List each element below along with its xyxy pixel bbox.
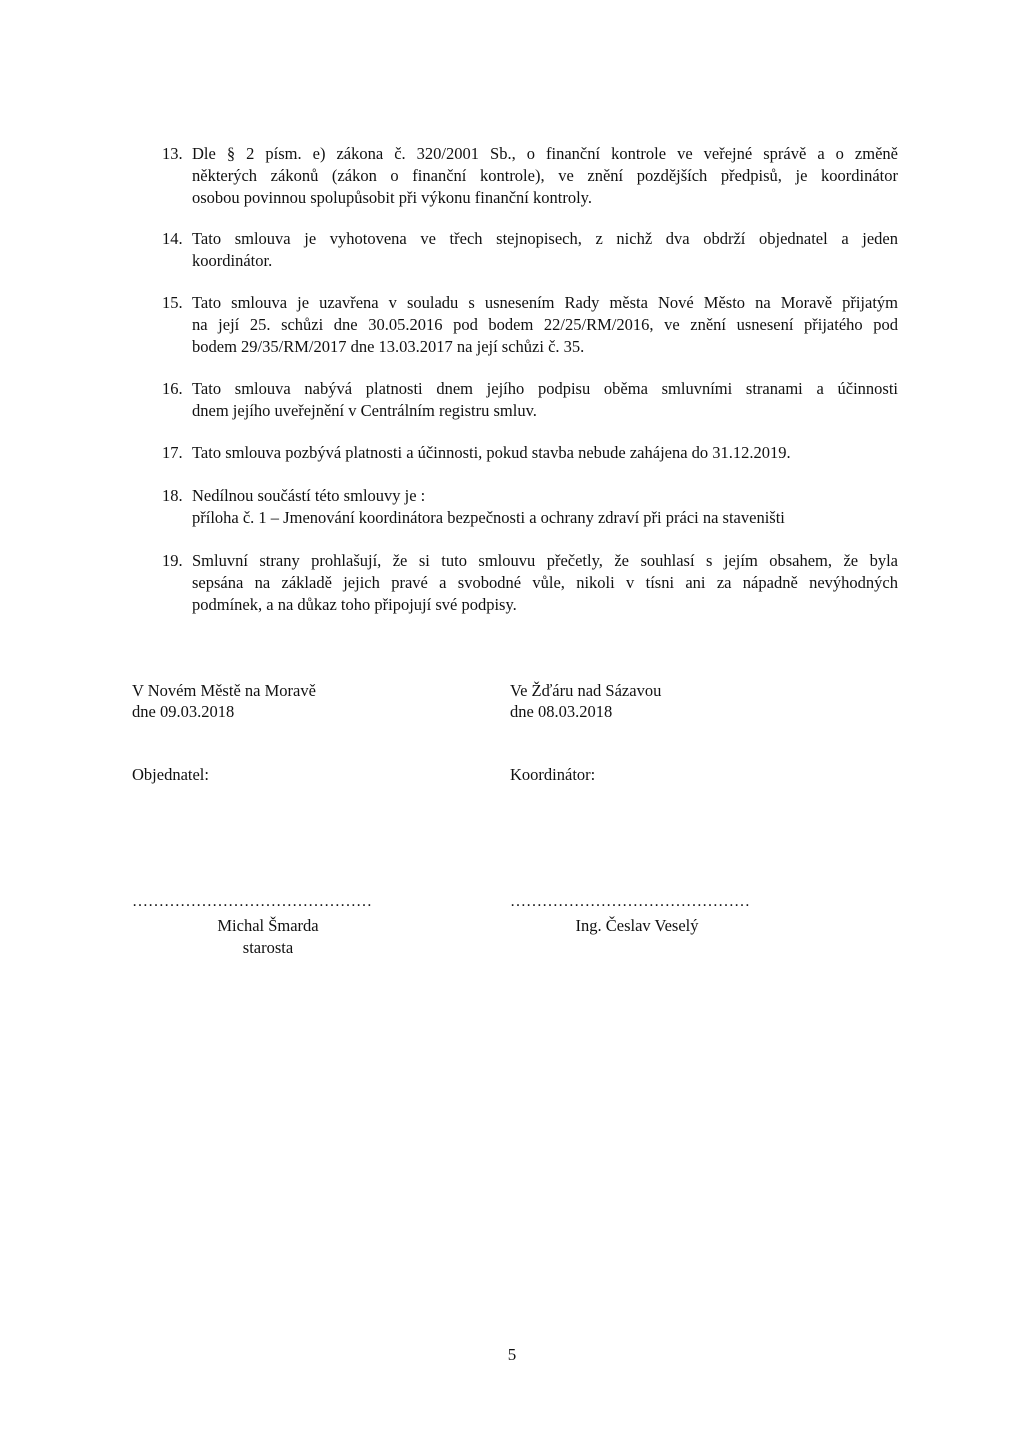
clause-line: příloha č. 1 – Jmenování koordinátora bezpečnosti a ochrany zdraví při práci na staveništi (192, 508, 785, 527)
clause-15 (162, 292, 898, 358)
clause-line: Tato smlouva pozbývá platnosti a účinnosti, pokud stavba nebude zahájena do 31.12.2019. (192, 443, 791, 462)
clause-text (192, 292, 898, 358)
clause-14 (162, 228, 898, 272)
clause-line: na její 25. schůzi dne 30.05.2016 pod bodem 22/25/RM/2016, ve znění usnesení přijatého pod (192, 315, 898, 334)
clause-line: bodem 29/35/RM/2017 dne 13.03.2017 na její schůzi č. 35. (192, 337, 585, 356)
clause-number: 17. (162, 443, 183, 462)
clause-line: Tato smlouva nabývá platnosti dnem jejího podpisu oběma smluvními stranami a účinnosti (192, 379, 898, 398)
clause-16 (162, 378, 898, 422)
clause-number: 19. (162, 551, 183, 570)
clause-line: podmínek, a na důkaz toho připojují své podpisy. (192, 595, 517, 614)
signature-left-role: Objednatel: (132, 765, 209, 784)
clause-number: 13. (162, 144, 183, 163)
clause-number: 14. (162, 229, 183, 248)
clause-text (192, 143, 898, 209)
clause-line: osobou povinnou spolupůsobit při výkonu finanční kontroly. (192, 188, 592, 207)
clause-19 (162, 550, 898, 616)
clause-text (192, 228, 898, 272)
clause-line: některých zákonů (zákon o finanční kontrole), ve znění pozdějších předpisů, je koordinátor (192, 166, 898, 185)
clause-text (192, 485, 898, 529)
page-number: 5 (507, 1345, 517, 1364)
signature-right-place-date (510, 680, 661, 722)
signature-date: dne 09.03.2018 (132, 702, 235, 721)
clause-line: Tato smlouva je vyhotovena ve třech stejnopisech, z nichž dva obdrží objednatel a jeden (192, 229, 898, 248)
signature-right-line: ……………………………………… (510, 893, 750, 910)
clause-17 (162, 442, 898, 464)
signature-date: dne 08.03.2018 (510, 702, 613, 721)
clause-text (192, 442, 898, 464)
signature-left-place-date (132, 680, 316, 722)
signature-place: V Novém Městě na Moravě (132, 681, 316, 700)
clause-line: dnem jejího uveřejnění v Centrálním registru smluv. (192, 401, 537, 420)
clause-line: Smluvní strany prohlašují, že si tuto smlouvu přečetly, že souhlasí s jejím obsahem, že byla (192, 551, 898, 570)
clause-line: Dle § 2 písm. e) zákona č. 320/2001 Sb., o finanční kontrole ve veřejné správě a o změně (192, 144, 898, 163)
clause-text (192, 378, 898, 422)
clause-line: koordinátor. (192, 251, 273, 270)
signature-left-line: ……………………………………… (132, 893, 372, 910)
clause-number: 16. (162, 379, 183, 398)
signer-left (168, 915, 368, 959)
clause-line: sepsána na základě jejich pravé a svobodné vůle, nikoli v tísni ani za nápadně nevýhodných (192, 573, 898, 592)
clause-number: 18. (162, 486, 183, 505)
clause-line: Nedílnou součástí této smlouvy je : (192, 486, 426, 505)
clause-number: 15. (162, 293, 183, 312)
clause-13 (162, 143, 898, 209)
clause-line: Tato smlouva je uzavřena v souladu s usnesením Rady města Nové Město na Moravě přijatým (192, 293, 898, 312)
signature-right-role: Koordinátor: (510, 765, 596, 784)
clause-18 (162, 485, 898, 529)
signer-title: starosta (242, 938, 294, 957)
signer-name: Michal Šmarda (217, 916, 319, 935)
signer-right (537, 915, 737, 937)
signature-place: Ve Žďáru nad Sázavou (510, 681, 662, 700)
clause-text (192, 550, 898, 616)
signer-name: Ing. Česlav Veselý (575, 916, 699, 935)
